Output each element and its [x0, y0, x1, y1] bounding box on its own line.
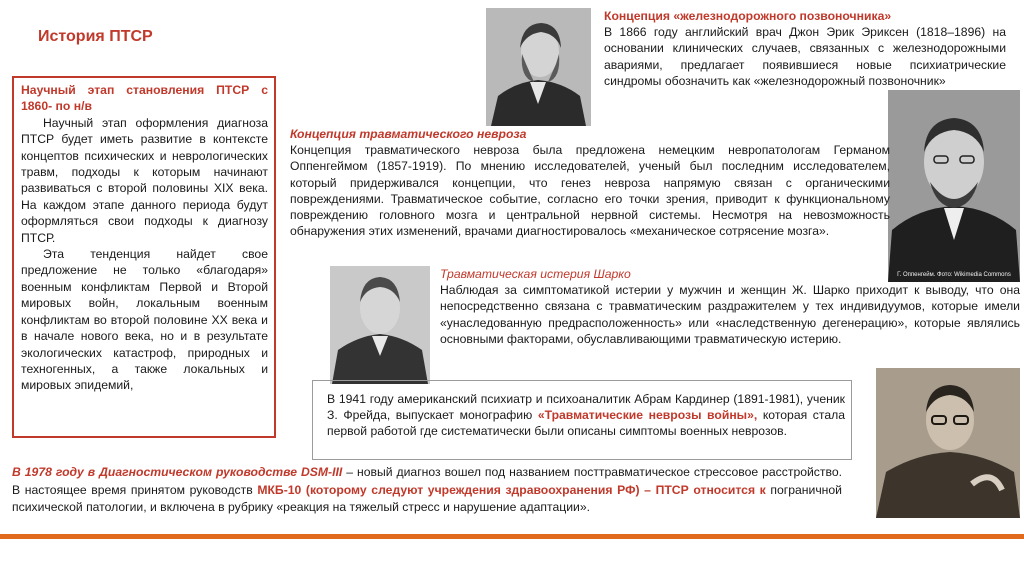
- scientific-stage-paragraph-1: Научный этап оформления диагноза ПТСР будет иметь развитие в контексте концептов психических и неврологических травм, подходы к которым начинают развиваться с второй половины XIX века. На каждом этапе данного периода будут оформляться свои подходы к диагнозу ПТСР.: [21, 115, 268, 245]
- oppenheim-portrait: [888, 90, 1020, 282]
- page-title: История ПТСР: [38, 28, 153, 45]
- dsm-lead: В 1978 году в Диагностическом руководстве DSM-III: [12, 465, 343, 479]
- charcot-hysteria-section: [440, 266, 1020, 347]
- kardiner-text-before: В 1941 году американский психиатр и психоаналитик Абрам Кардинер (1891-1981), ученик З. Фрейда, выпускает монографию: [327, 392, 845, 423]
- charcot-hysteria-heading: Травматическая истерия Шарко: [440, 267, 631, 281]
- charcot-hysteria-text: Наблюдая за симптоматикой истерии у мужчин и женщин Ж. Шарко приходит к выводу, что она непосредственно связана с травматическим раздражителем у тех индивидуумов, которые имели «унаследованную предрасположенность» или «наследственную дегенерацию», которые являлись основными факторами, обуславливающими травматическую истерию.: [440, 283, 1020, 346]
- icd10-highlight: МКБ-10 (которому следуют учреждения здравоохранения РФ) – ПТСР относится к: [257, 482, 766, 497]
- erichsen-portrait: [486, 8, 591, 126]
- railway-spine-section: [604, 8, 1006, 89]
- traumatic-neurosis-text: Концепция травматического невроза была предложена немецким невропатологам Германом Оппенгеймом (1857-1919). По мнению исследователей, ученый был последним исследователем, который придерживался концепции, что генез невроза напрямую связан с органическими повреждениями. Травматическое событие, согласно его точки зрения, приводит к функциональному повреждению головного мозга и центральной нервной системы. Несмотря на невозможность обнаружения этих изменений, врачами диагностировалось «механическое сотрясение мозга».: [290, 143, 890, 239]
- dsm-text-1: – новый диагноз вошел под названием посттравматическое стрессовое расстройство. В настоящее время принятом руководств: [12, 465, 842, 497]
- railway-spine-text: В 1866 году английский врач Джон Эрик Эриксен (1818–1896) на основании клинических случаев, связанных с железнодорожными авариями, предлагает появившиеся новые психиатрические синдромы обозначить как «железнодорожный позвоночник»: [604, 25, 1006, 88]
- dsm-section: [12, 464, 842, 517]
- dsm-text-2: пограничной психической патологии, и включена в рубрику «реакция на тяжелый стресс и нарушение адаптации».: [12, 482, 842, 515]
- kardiner-box: [312, 380, 852, 460]
- kardiner-monograph-title: «Травматические неврозы войны»,: [537, 408, 758, 423]
- footer-bar: [0, 534, 1024, 539]
- kardiner-portrait: [876, 368, 1020, 518]
- scientific-stage-heading: Научный этап становления ПТСР с 1860- по н/в: [21, 83, 268, 114]
- railway-spine-heading: Концепция «железнодорожного позвоночника»: [604, 9, 892, 23]
- scientific-stage-box: [12, 76, 276, 438]
- oppenheim-caption: Г. Оппенгейм. Фото: Wikimedia Commons: [897, 272, 1011, 278]
- charcot-portrait: [330, 266, 430, 384]
- scientific-stage-paragraph-2: Эта тенденция найдет свое предложение не только «благодаря» военным конфликтам Первой и Второй мировых войн, локальным военным конфликтам во второй половине XX века и в начале нового века, но и в результате экологических катастроф, природных и техногенных, а также локальных и мировых эпидемий,: [21, 247, 268, 393]
- traumatic-neurosis-heading: Концепция травматического невроза: [290, 127, 527, 141]
- traumatic-neurosis-section: [290, 126, 890, 239]
- kardiner-text-after: которая стала первой работой где систематически были описаны симптомы военных неврозов.: [327, 408, 845, 439]
